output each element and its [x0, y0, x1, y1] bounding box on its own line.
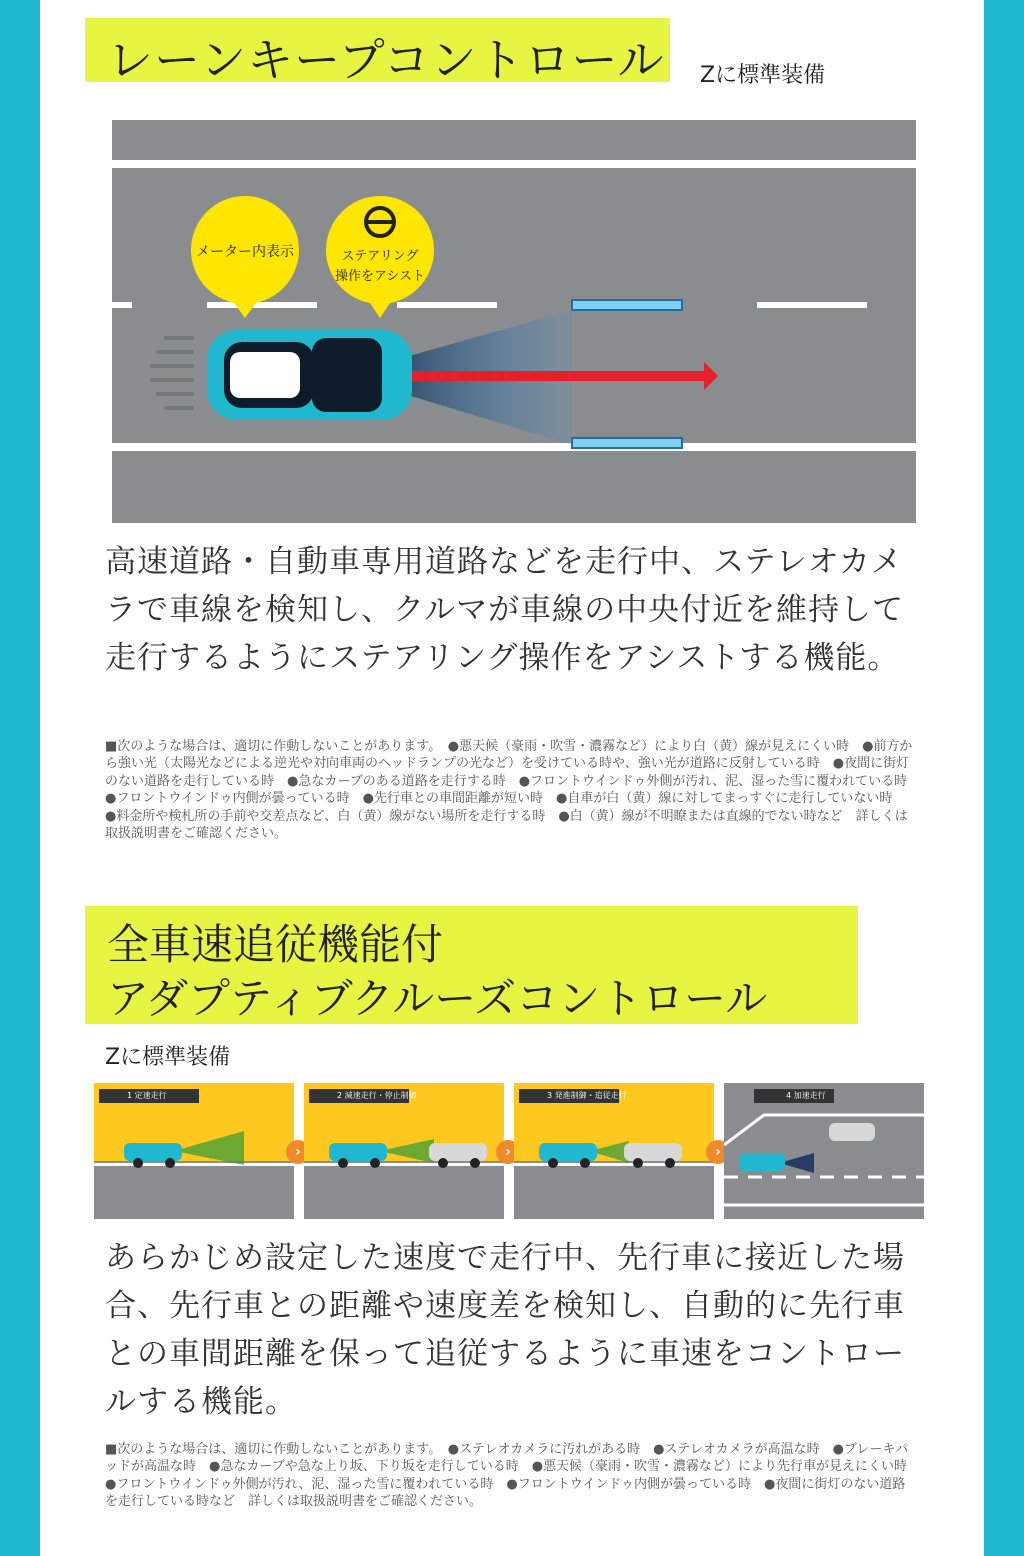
acc-title-line1: 全車速追従機能付: [107, 920, 444, 969]
road-divider-bottom: [112, 443, 916, 451]
lane-keep-title: レーンキープコントロール: [107, 33, 665, 87]
step-arrow-icon-3: ›: [706, 1140, 730, 1164]
road-divider-top: [112, 160, 916, 168]
detected-lane-marker-bottom: [572, 438, 682, 448]
acc-step-4: [724, 1083, 924, 1219]
acc-step-3-label: 3 発進制御・追従走行: [519, 1089, 619, 1103]
acc-step-4-label: 4 加速走行: [754, 1089, 834, 1103]
meter-display-label: メーター内表示: [196, 244, 294, 260]
acc-description: あらかじめ設定した速度で走行中、先行車に接近した場合、先行車との距離や速度差を検知し、自動的に先行車との車間距離を保って追従するように車速をコントロールする機能。: [105, 1240, 905, 1420]
step-arrow-icon-1: ›: [286, 1140, 310, 1164]
own-car: [739, 1153, 785, 1171]
acc-standard-note: Zに標準装備: [105, 1045, 231, 1070]
own-car: [124, 1143, 182, 1161]
steering-assist-label-2: 操作をアシスト: [334, 269, 426, 284]
acc-step-3: [514, 1083, 714, 1219]
acc-step-1-label: 1 定速走行: [99, 1089, 199, 1103]
lane-keep-title-box: [85, 18, 670, 87]
lane-keep-caution-note: ■次のような場合は、適切に作動しないことがあります。 ●悪天候（豪雨・吹雪・濃霧など）により白（黄）線が見えにくい時 ●前方から強い光（太陽光などによる逆光や対向車両のヘッドランプの光など）を受けている時や、強い光が道路に反射している時 ●夜間に街灯のない道路を走行している時 ●急なカーブのある道路を走行する時 ●フロントウインドゥ外側が汚れ、泥、湿った雪に覆われている時 ●フロントウインドゥ内側が曇っている時 ●先行車との車間距離が短い時 ●自車が白（黄）線に対してまっすぐに走行していない時 ●料金所や検札所の手前や交差点など、白（黄）線がない場所を走行する時 ●白（黄）線が不明瞭または直線的でない時など 詳しくは取扱説明書をご確認ください。: [105, 739, 921, 842]
road-lower-lane: [112, 451, 916, 523]
acc-caution-note: ■次のような場合は、適切に作動しないことがあります。 ●ステレオカメラに汚れがある時 ●ステレオカメラが高温な時 ●ブレーキパッドが高温な時 ●急なカーブや急な上り坂、下り坂を走行している時 ●悪天候（豪雨・吹雪・濃霧など）により先行車が見えにくい時 ●フロントウインドゥ外側が汚れ、泥、湿った雪に覆われている時 ●フロントウインドゥ内側が曇っている時 ●夜間に街灯のない道路を走行している時など 詳しくは取扱説明書をご確認ください。: [105, 1442, 921, 1510]
lead-car: [624, 1143, 682, 1161]
acc-step-2: [304, 1083, 504, 1219]
car-top-view: [207, 330, 412, 420]
step-arrow-icon-2: ›: [496, 1140, 520, 1164]
lead-car: [429, 1143, 487, 1161]
lane-keep-description: 高速道路・自動車専用道路などを走行中、ステレオカメラで車線を検知し、クルマが車線の中央付近を維持して走行するようにステアリング操作をアシストする機能。: [105, 544, 905, 676]
road-upper-lane: [112, 120, 916, 160]
detected-lane-marker-top: [572, 300, 682, 310]
acc-title-line2: アダプティブクルーズコントロール: [107, 974, 768, 1023]
lead-car: [829, 1123, 875, 1141]
acc-title-box: [85, 906, 858, 1024]
own-car: [329, 1143, 387, 1161]
acc-step-2-label: 2 減速走行・停止制御: [309, 1089, 409, 1103]
steering-assist-label-1: ステアリング: [341, 249, 419, 264]
own-car: [539, 1143, 597, 1161]
lane-keep-illustration: [112, 120, 916, 523]
lane-keep-standard-note: Zに標準装備: [700, 63, 826, 88]
acc-step-1: [94, 1083, 294, 1219]
